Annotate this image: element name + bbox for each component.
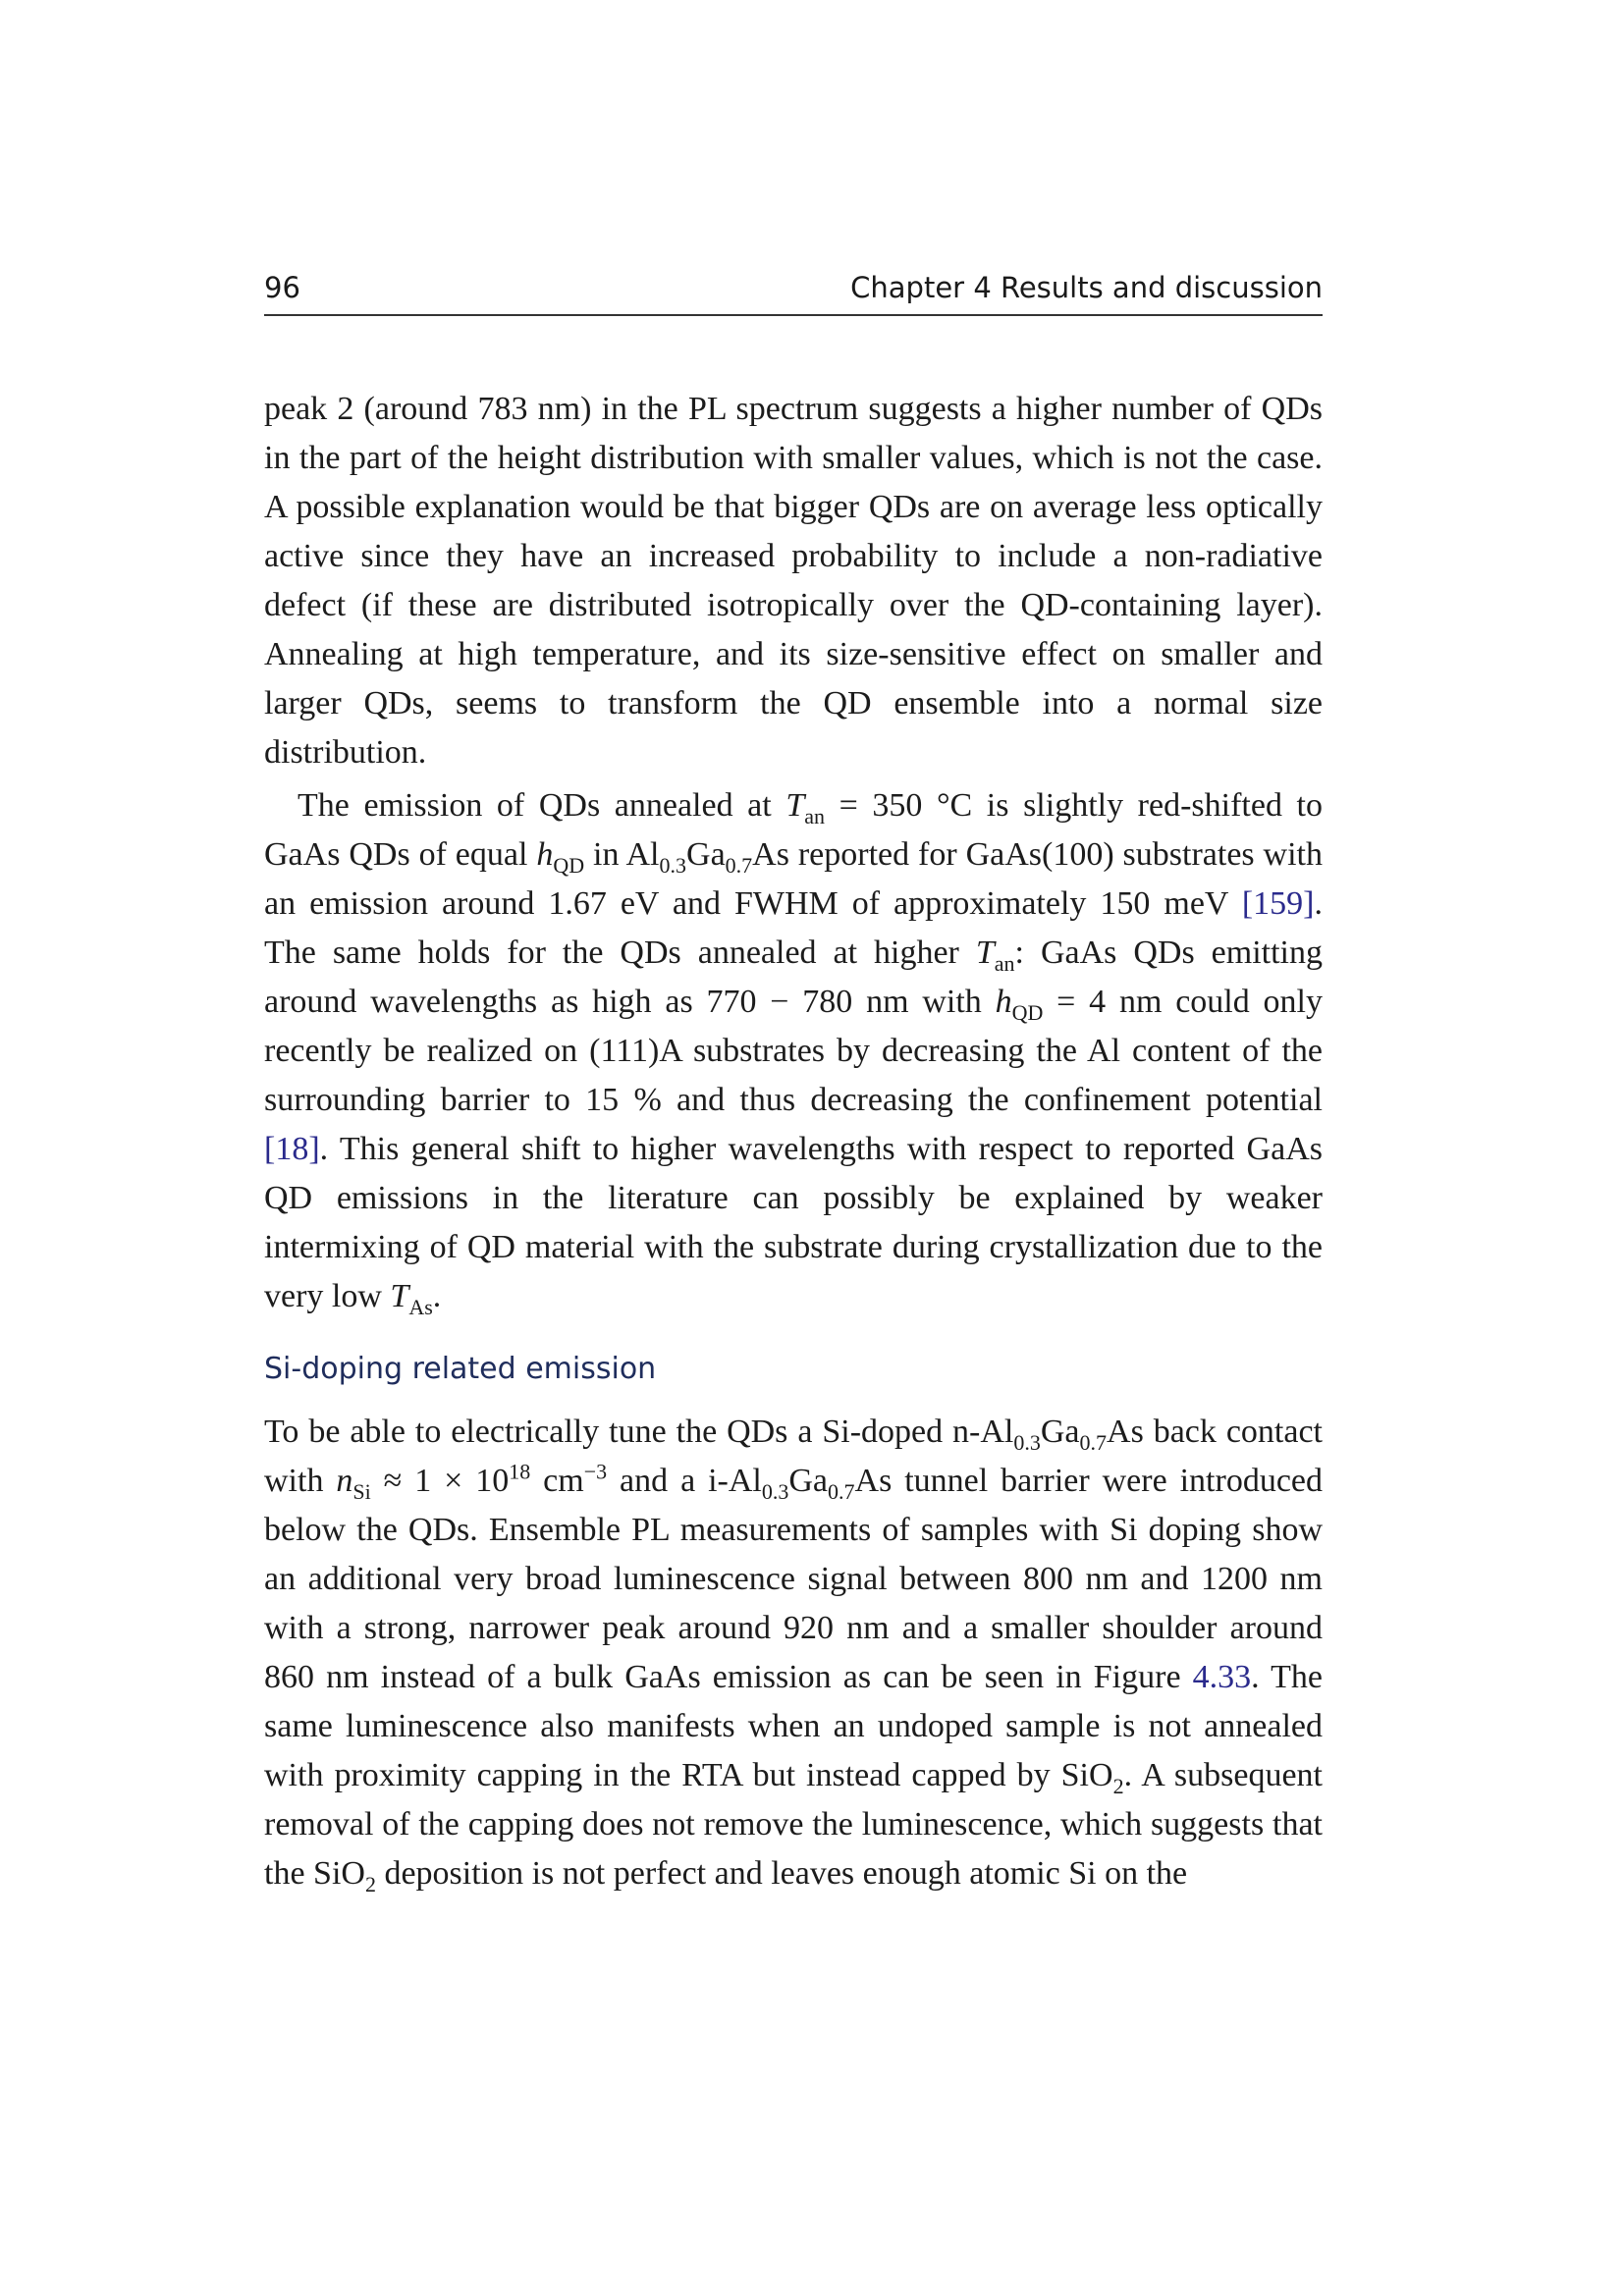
math-subscript: 0.7 (828, 1478, 855, 1504)
math-subscript: As (408, 1294, 433, 1319)
math-subscript: 0.7 (725, 852, 753, 878)
math-symbol: T (975, 934, 995, 971)
text-run: As tunnel barrier were introduced below the QDs. Ensemble PL measurements of samples with Si doping show an additional very broad luminescence signal between 800 nm and 1200 nm with a strong, narrower peak around 920 nm and a smaller shoulder around 860 nm instead of a bulk GaAs emission as can be seen in Figure (264, 1463, 1324, 1695)
math-symbol: h (995, 984, 1012, 1020)
text-run: To be able to electrically tune the QDs a Si-doped n-Al (264, 1414, 1014, 1450)
paragraph-3 (264, 1408, 1323, 1898)
math-subscript: 2 (1112, 1773, 1124, 1798)
text-run: . The same holds for the QDs annealed at higher (264, 885, 1323, 971)
math-subscript: 0.7 (1079, 1429, 1108, 1455)
math-subscript: 0.3 (761, 1478, 789, 1504)
math-subscript: 2 (364, 1871, 376, 1896)
text-run: . (432, 1278, 442, 1314)
paragraph-1: peak 2 (around 783 nm) in the PL spectrum suggests a higher number of QDs in the part of the height distribution with smaller values, which is not the case. A possible explanation would be that bigger QDs are on average less optically active since they have an increased probability to include a non-radiative defect (if these are distributed isotropically over the QD-containing layer). Annealing at high temperature, and its size-sensitive effect on smaller and larger QDs, seems to transform the QD ensemble into a normal size distribution. (264, 391, 1323, 771)
text-run: Ga (788, 1463, 829, 1499)
math-symbol: T (390, 1278, 409, 1314)
math-symbol: n (336, 1463, 353, 1499)
section-heading: Si-doping related emission (264, 1352, 657, 1386)
text-run: . A subsequent removal of the capping does not remove the luminescence, which suggests that the SiO (264, 1757, 1323, 1892)
text-run: The emission of QDs annealed at (298, 787, 786, 824)
math-subscript: an (994, 950, 1015, 976)
text-run: cm (530, 1463, 584, 1499)
page-number: 96 (264, 271, 300, 304)
text-run: As back contact with (264, 1414, 1323, 1499)
text-run: Ga (1040, 1414, 1080, 1450)
math-subscript: Si (352, 1478, 371, 1504)
text-run: ≈ 1 × 10 (370, 1463, 510, 1499)
citation-link[interactable]: [18] (264, 1131, 320, 1167)
text-run: deposition is not perfect and leaves enough atomic Si on the (375, 1855, 1188, 1892)
math-symbol: h (536, 836, 554, 873)
math-subscript: QD (553, 852, 585, 878)
math-subscript: an (804, 803, 825, 828)
text-run: As reported for GaAs(100) substrates with an emission around 1.67 eV and FWHM of approximately 150 meV (264, 836, 1324, 922)
running-header (264, 267, 1323, 316)
math-subscript: QD (1011, 999, 1044, 1025)
text-run: . The same luminescence also manifests when an undoped sample is not annealed with proximity capping in the RTA but instead capped by SiO (264, 1659, 1324, 1793)
text-run: and a i-Al (607, 1463, 762, 1499)
running-head: Chapter 4 Results and discussion (850, 271, 1323, 304)
figure-reference-link[interactable]: 4.33 (1192, 1659, 1252, 1695)
text-run: : GaAs QDs emitting around wavelengths as high as 770 − 780 nm with (264, 934, 1323, 1020)
math-superscript: 18 (509, 1459, 531, 1484)
text-run: = 350 °C is slightly red-shifted to GaAs QDs of equal (264, 787, 1323, 873)
math-subscript: 0.3 (1013, 1429, 1041, 1455)
math-superscript: −3 (583, 1459, 608, 1484)
citation-link[interactable]: [159] (1241, 885, 1315, 922)
text-run: in Al (584, 836, 660, 873)
body-text (264, 385, 1323, 1898)
math-subscript: 0.3 (659, 852, 687, 878)
text-run: = 4 nm could only recently be realized on (111)A substrates by decreasing the Al content of the surrounding barrier to 15 % and thus decreasing the confinement potential (264, 984, 1323, 1118)
paragraph-2 (264, 781, 1323, 1321)
text-run: Ga (686, 836, 726, 873)
math-symbol: T (785, 787, 805, 824)
text-run: . This general shift to higher wavelengths with respect to reported GaAs QD emissions in the literature can possibly be explained by weaker intermixing of QD material with the substrate during crystallization due to the very low (264, 1131, 1323, 1314)
